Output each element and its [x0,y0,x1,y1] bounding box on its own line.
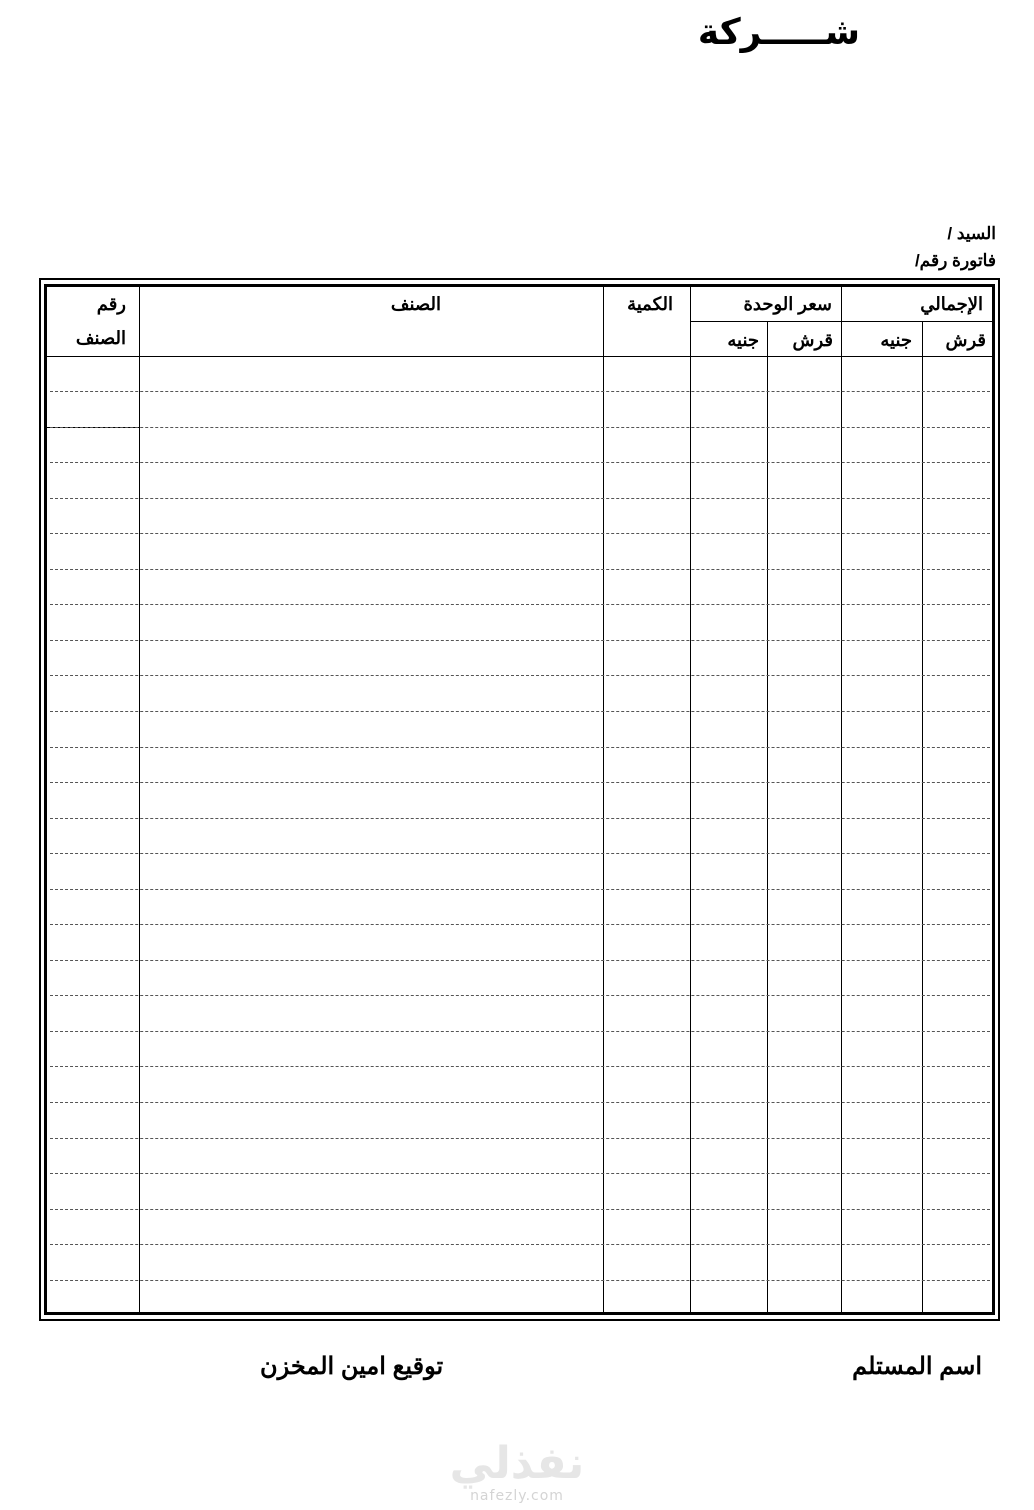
row-divider [50,1173,990,1174]
column-divider [139,287,140,1312]
row-divider [50,1244,990,1245]
column-divider [603,287,604,1312]
header-price-pound: جنيه [727,330,759,350]
row-divider [50,569,990,570]
invoice-number-label: فاتورة رقم/ [914,251,996,270]
row-divider [50,818,990,819]
column-divider [922,322,923,1312]
column-divider [767,322,768,1312]
row-divider [50,498,990,499]
recipient-label: السيد / [947,224,996,243]
header-subdivider [690,321,992,322]
storekeeper-signature-label: توقيع امين المخزن [260,1353,444,1380]
header-total-pound: جنيه [880,330,912,350]
row-divider [50,427,990,428]
row-divider [50,1102,990,1103]
row-divider [50,462,990,463]
row-divider [50,1138,990,1139]
watermark [0,1440,1034,1504]
column-divider [841,287,842,1312]
row-divider [50,1280,990,1281]
receiver-name-label: اسم المستلم [852,1353,982,1380]
column-divider [690,287,691,1312]
invoice-table [44,284,995,1315]
company-title: شـــــركة [697,12,860,53]
watermark-url: nafezly.com [470,1488,564,1504]
header-total-piaster: قرش [945,330,986,350]
row-divider [50,960,990,961]
row-divider [50,640,990,641]
row-divider [50,889,990,890]
row-divider [50,675,990,676]
row-divider [50,747,990,748]
row-divider [50,995,990,996]
row-divider [50,391,990,392]
row-divider [50,1031,990,1032]
row-divider [50,604,990,605]
header-quantity: الكمية [627,294,673,314]
row-divider [50,711,990,712]
header-item-number: رقم الصنف [75,294,126,348]
row-divider [50,924,990,925]
watermark-brand: نفذلي [449,1438,585,1489]
row-divider [50,782,990,783]
row-divider [50,533,990,534]
row-divider [50,853,990,854]
header-price-piaster: قرش [792,330,833,350]
header-total: الإجمالي [920,294,983,314]
row-divider [50,1209,990,1210]
header-item: الصنف [390,294,441,314]
header-unit-price: سعر الوحدة [743,294,832,314]
row-divider [50,1066,990,1067]
